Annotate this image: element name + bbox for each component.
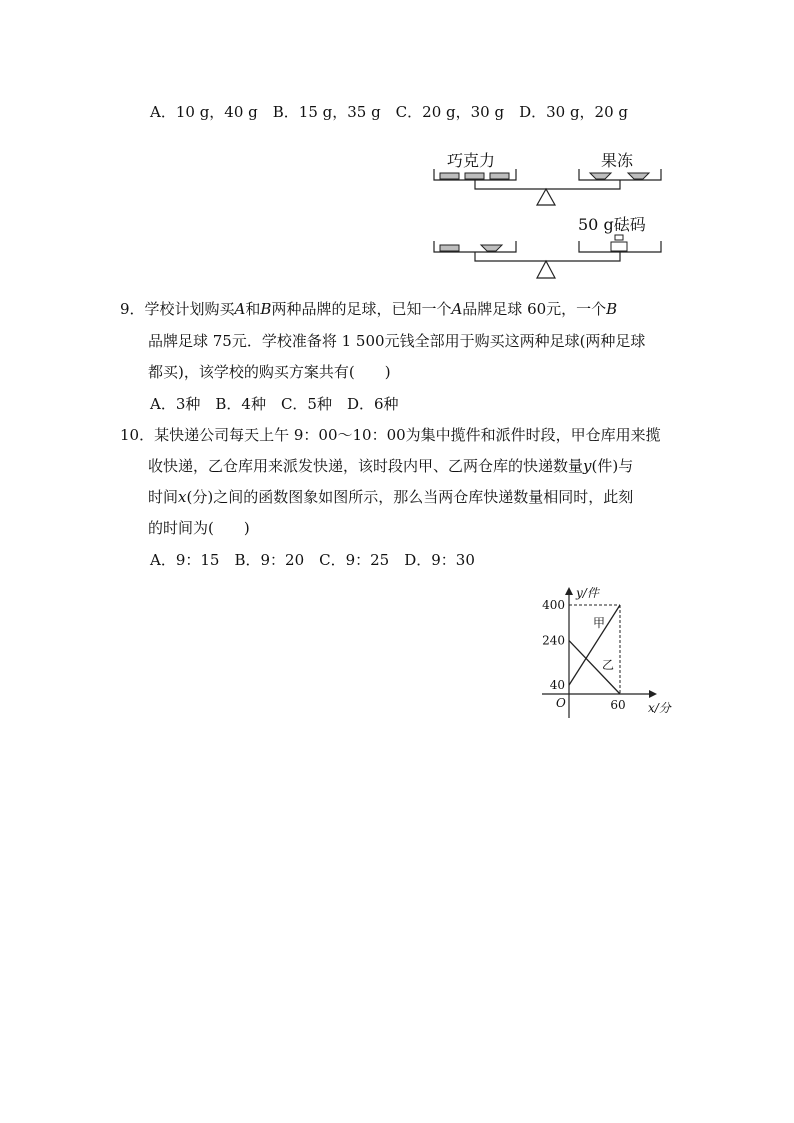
q9-line-2: 品牌足球 75元．学校准备将 1 500元钱全部用于购买这两种足球(两种足球 xyxy=(148,332,646,350)
q10-line-2: 收快递，乙仓库用来派发快递，该时段内甲、乙两仓库的快递数量y(件)与 xyxy=(148,457,634,475)
jelly-label: 果冻 xyxy=(601,151,634,170)
weight-label: 50 g砝码 xyxy=(578,215,646,234)
chocolate-label: 巧克力 xyxy=(447,151,496,170)
x-axis-label: x/分 xyxy=(648,701,671,715)
q10-line-1: 10．某快递公司每天上午 9：00～10：00为集中揽件和派件时段，甲仓库用来揽 xyxy=(120,426,661,444)
q9-options: A．3种 B．4种 C．5种 D．6种 xyxy=(150,395,399,413)
q9-line-3: 都买)，该学校的购买方案共有( ) xyxy=(148,363,391,381)
y-tick-label: 40 xyxy=(549,678,565,693)
series-label-yi: 乙 xyxy=(602,658,615,672)
y-axis xyxy=(565,587,573,718)
series-label-jia: 甲 xyxy=(593,616,606,630)
q10-options: A．9：15 B．9：20 C．9：25 D．9：30 xyxy=(150,551,475,569)
y-axis-label: y/件 xyxy=(576,586,599,600)
origin-label: O xyxy=(556,696,566,710)
q9-line-1: 9．学校计划购买A和B两种品牌的足球，已知一个A品牌足球 60元，一个B xyxy=(120,300,618,318)
y-tick-label: 400 xyxy=(542,598,565,612)
q8-options: A．10 g，40 g B．15 g，35 g C．20 g，30 g D．30 g，20 g xyxy=(150,103,629,121)
q10-line-4: 的时间为( ) xyxy=(148,519,250,537)
x-tick-label: 60 xyxy=(610,698,626,712)
q10-line-3: 时间x(分)之间的函数图象如图所示，那么当两仓库快递数量相同时，此刻 xyxy=(148,488,634,506)
y-tick-label: 240 xyxy=(542,633,565,648)
